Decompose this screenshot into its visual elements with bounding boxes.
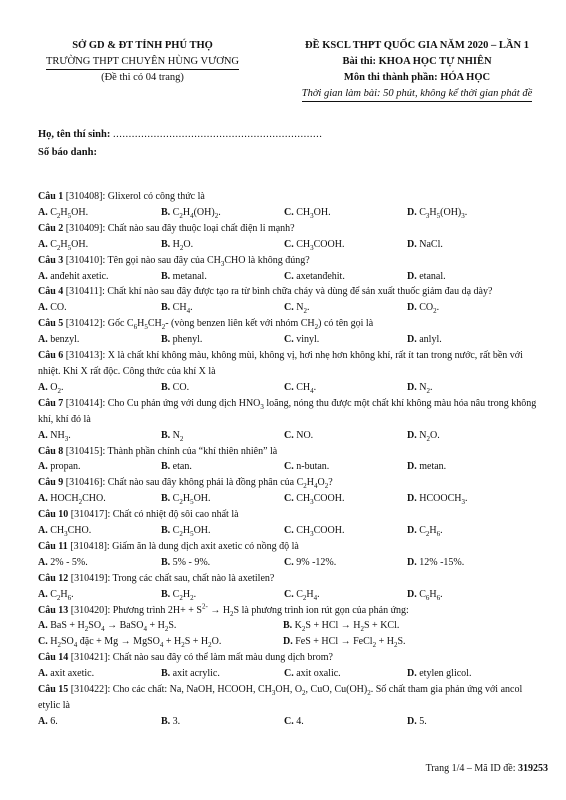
answer-option: D. anlyl.	[407, 334, 442, 346]
answer-option: D. 12% -15%.	[407, 556, 465, 568]
option-row	[38, 491, 538, 507]
answer-option: B. metanal.	[161, 270, 207, 282]
answer-option: A. $C_2H_6$.	[38, 588, 74, 602]
answer-option: B. axit acrylic.	[161, 668, 220, 680]
question-stem: Câu 10 [310417]: Chất có nhiệt độ sôi cao nhất là	[38, 509, 239, 521]
answer-option: B. etan.	[161, 461, 192, 473]
answer-option: B. $N_2$	[161, 429, 184, 443]
option-row	[38, 459, 538, 475]
question-stem: Câu 2 [310409]: Chất nào sau đây thuộc loại chất điện li mạnh?	[38, 222, 295, 234]
student-info	[38, 126, 322, 162]
option-row	[38, 523, 538, 539]
answer-option: C. 4.	[284, 715, 304, 727]
answer-option: D. NaCl.	[407, 238, 443, 250]
question-stem: Câu 3 [310410]: Tên gọi nào sau đây của $CH_3CHO$ là không đúng?	[38, 254, 310, 268]
page-footer	[426, 763, 548, 774]
student-name-line	[38, 126, 322, 144]
answer-option: A. 2% - 5%.	[38, 556, 88, 568]
answer-option: C. 9% -12%.	[284, 556, 337, 568]
option-row	[38, 300, 538, 316]
option-row	[38, 714, 538, 730]
answer-option: B. $H_2O$.	[161, 238, 194, 252]
answer-option: D. $N_2$.	[407, 381, 433, 395]
question-stem: Câu 4 [310411]: Chất khí nào sau đây được tạo ra từ bình chữa cháy và dùng để sản xuất thuốc giảm đau dạ dày?	[38, 286, 493, 298]
answer-option: B. $C_2H_2$.	[161, 588, 197, 602]
student-id-label: Số báo danh:	[38, 147, 97, 158]
answer-option: C. axetanđehit.	[284, 270, 345, 282]
answer-option: A. $C_2H_5OH$.	[38, 238, 89, 252]
answer-option: C. $CH_3COOH$.	[284, 525, 345, 539]
answer-option: A. $C_2H_5OH$.	[38, 206, 89, 220]
answer-option: C. $N_2$.	[284, 302, 310, 316]
answer-option: C. $CH_3OH$.	[284, 206, 331, 220]
answer-option: B. $CH_4$.	[161, 302, 193, 316]
question-stem: Câu 12 [310419]: Trong các chất sau, chất nào là axetilen?	[38, 572, 275, 584]
answer-option: D. 5.	[407, 715, 427, 727]
option-row	[38, 332, 538, 348]
answer-option: C. $C_2H_4$.	[284, 588, 320, 602]
answer-option: A. benzyl.	[38, 334, 80, 346]
question-stem: Câu 9 [310416]: Chất nào sau đây không phải là đồng phân của $C_2H_4O_2$?	[38, 477, 333, 491]
exam-code: 319253	[518, 763, 548, 774]
option-row	[38, 587, 538, 603]
option-row	[38, 205, 538, 221]
answer-option: C. $CH_4$.	[284, 381, 317, 395]
header-left	[20, 38, 265, 86]
answer-option: A. $CH_3CHO$.	[38, 525, 92, 539]
option-row	[38, 555, 538, 571]
question-stem: Câu 13 [310420]: Phương trình $2H+ + S^{2-} \to H_2S$ là phương trình ion rút gọn của phản ứng:	[38, 602, 409, 618]
answer-option: C. $CH_3COOH$.	[284, 493, 345, 507]
answer-option: B. CO.	[161, 381, 190, 393]
page-count-note: (Đề thi có 04 trang)	[101, 72, 184, 83]
answer-option: A. $NH_3$.	[38, 429, 71, 443]
student-name-dots: ...................................................................	[112, 129, 323, 140]
answer-option: C. $CH_3COOH$.	[284, 238, 345, 252]
answer-option: A. $HOCH_2CHO$.	[38, 493, 106, 507]
answer-option: D. etylen glicol.	[407, 668, 472, 680]
answer-option: A. BaS + $H_2SO_4$ → BaSO$_4$ + $H_2S$.	[38, 620, 177, 634]
page-info: Trang 1/4 – Mã ID đề:	[425, 763, 516, 774]
answer-option: A. axit axetic.	[38, 668, 95, 680]
option-row	[38, 634, 538, 650]
option-row	[38, 618, 538, 634]
answer-option: B. phenyl.	[161, 334, 203, 346]
question-stem: Câu 5 [310412]: Gốc $C_6H_5CH_2-$ (vòng benzen liên kết với nhóm $CH_2$) có tên gọi là	[38, 318, 374, 332]
time-note: Thời gian làm bài: 50 phút, không kể thời gian phát đề	[268, 86, 566, 102]
question-stem: Câu 11 [310418]: Giấm ăn là dung dịch axit axetic có nồng độ là	[38, 540, 299, 552]
answer-option: D. etanal.	[407, 270, 446, 282]
answer-option: D. $N_2O$.	[407, 429, 440, 443]
answer-option: A. $O_2$.	[38, 381, 64, 395]
exam-title: ĐỀ KSCL THPT QUỐC GIA NĂM 2020 – LẦN 1	[305, 40, 529, 51]
option-row	[38, 428, 538, 444]
question-stem: Câu 7 [310414]: Cho Cu phản ứng với dung dịch $HNO_3$ loãng, nóng thu được một chất khí không màu hóa nâu trong không khí, khí đó là	[38, 397, 537, 425]
dept-name: SỞ GD & ĐT TỈNH PHÚ THỌ	[72, 40, 213, 51]
question-stem: Câu 14 [310421]: Chất nào sau đây có thể làm mất màu dung dịch brom?	[38, 652, 333, 664]
subject-name: Môn thi thành phần: HÓA HỌC	[343, 72, 491, 83]
answer-option: D. metan.	[407, 461, 447, 473]
question-stem: Câu 8 [310415]: Thành phần chính của “khí thiên nhiên” là	[38, 445, 278, 457]
answer-option: D. $C_6H_6$.	[407, 588, 443, 602]
school-name: TRƯỜNG THPT CHUYÊN HÙNG VƯƠNG	[20, 54, 265, 70]
answer-option: B. $C_2H_5OH$.	[161, 525, 211, 539]
answer-option: D. $C_2H_6$.	[407, 525, 443, 539]
answer-option: A. anđehit axetic.	[38, 270, 109, 282]
answer-option: B. $K_2S$ + HCl → $H_2S$ + KCl.	[283, 620, 400, 634]
answer-option: B. $C_2H_4(OH)_2$.	[161, 206, 221, 220]
header-right	[268, 38, 566, 102]
answer-option: B. 3.	[161, 715, 181, 727]
answer-option: C. n-butan.	[284, 461, 330, 473]
question-stem: Câu 6 [310413]: X là chất khí không màu, không mùi, không vị, hơi nhẹ hơn không khí, rất ít tan trong nước, rất bền với nhiệt. Khi X rất độc. Công thức của khí X là	[38, 350, 523, 377]
answer-option: B. $C_2H_5OH$.	[161, 493, 211, 507]
option-row	[38, 380, 538, 396]
question-stem: Câu 15 [310422]: Cho các chất: Na, NaOH, HCOOH, $CH_3OH$, $O_2$, CuO, $Cu(OH)_2$. Số chất tham gia phản ứng với ancol etylic là	[38, 684, 523, 711]
answer-option: B. 5% - 9%.	[161, 556, 211, 568]
student-name-label: Họ, tên thí sinh:	[38, 129, 111, 140]
option-row	[38, 269, 538, 285]
option-row	[38, 666, 538, 682]
answer-option: C. axit oxalic.	[284, 668, 341, 680]
answer-option: C. vinyl.	[284, 334, 320, 346]
subject-area: Bài thi: KHOA HỌC TỰ NHIÊN	[342, 56, 492, 67]
answer-option: A. 6.	[38, 715, 58, 727]
answer-option: C. $H_2SO_4$ đặc + Mg → MgSO$_4$ + $H_2S + H_2O$.	[38, 636, 222, 650]
answer-option: A. CO.	[38, 302, 67, 314]
answer-option: D. $HCOOCH_3$.	[407, 493, 468, 507]
answer-option: C. NO.	[284, 429, 314, 441]
answer-option: D. FeS + HCl → FeCl$_2$ + $H_2S$.	[283, 636, 406, 650]
answer-option: A. propan.	[38, 461, 81, 473]
answer-option: D. $CO_2$.	[407, 302, 440, 316]
option-row	[38, 237, 538, 253]
question-stem: Câu 1 [310408]: Glixerol có công thức là	[38, 191, 205, 202]
answer-option: D. $C_3H_5(OH)_3$.	[407, 206, 468, 220]
question-list	[38, 189, 538, 730]
